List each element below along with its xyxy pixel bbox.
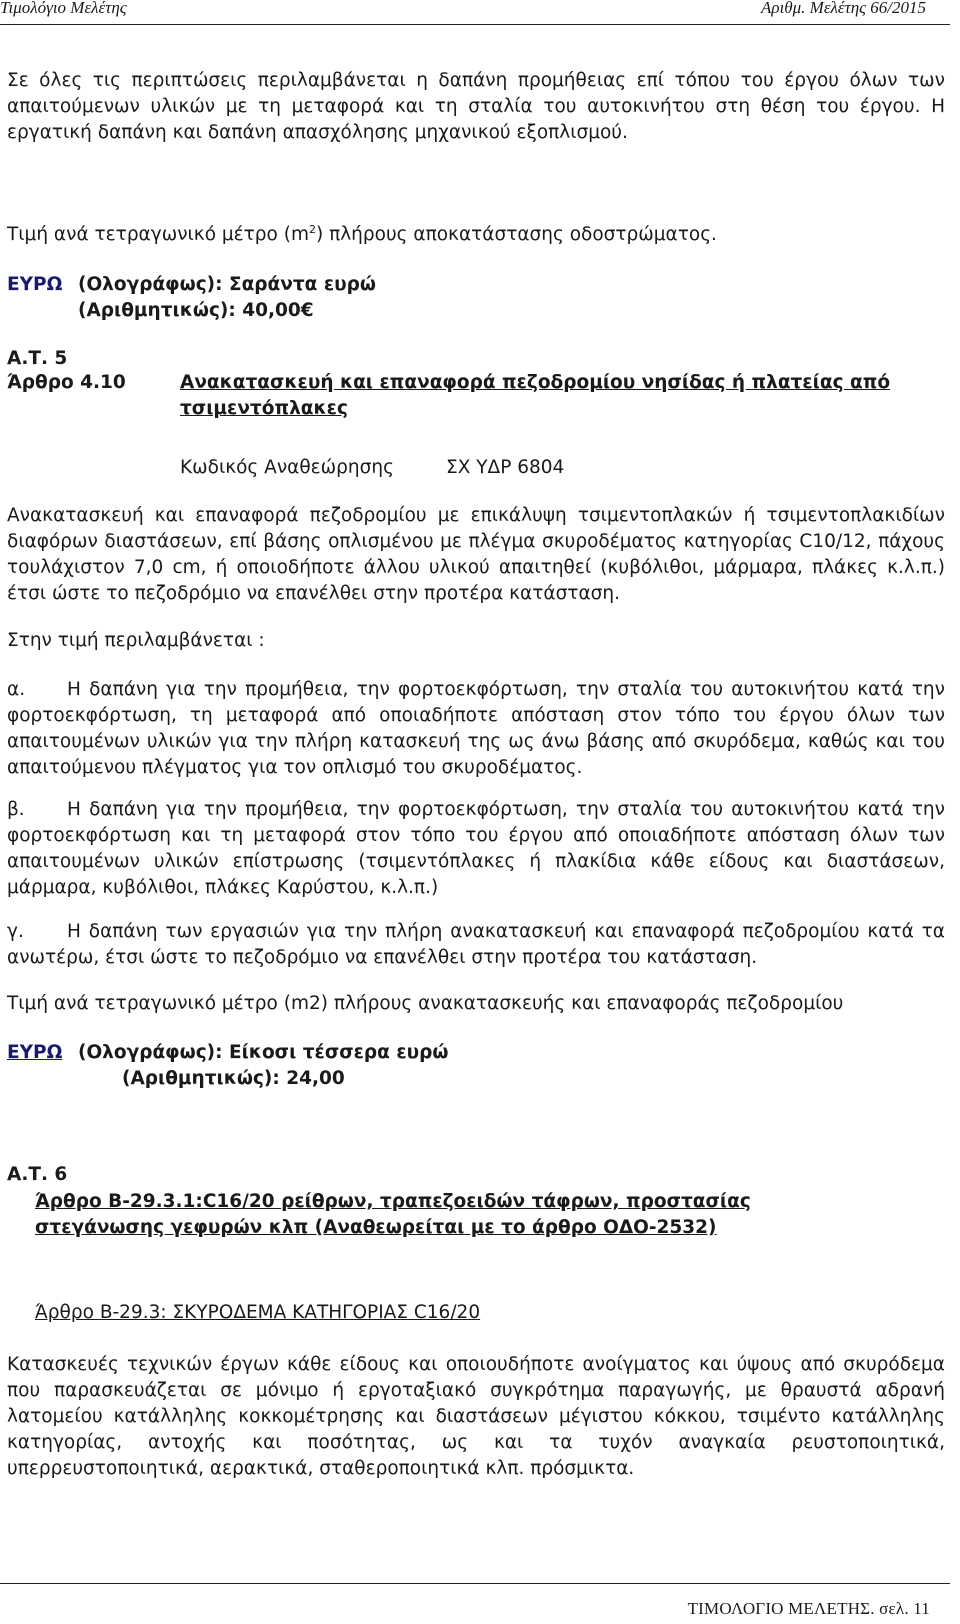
article-code: Άρθρο 4.10 [7,372,126,393]
price-numeric: (Αριθμητικώς): 40,00€ [78,300,314,321]
header-divider [0,24,950,25]
includes-heading: Στην τιμή περιλαμβάνεται : [7,630,265,651]
header-right: Αριθμ. Μελέτης 66/2015 [761,0,926,17]
list-item: γ. Η δαπάνη των εργασιών για την πλήρη ανακατασκευή και επαναφορά πεζοδρομίου κατά τα ανωτέρω, έτσι ώστε το πεζοδρόμιο να επανέλθει στην προτέρα του κατάσταση. [7,921,945,968]
price-description: Τιμή ανά τετραγωνικό μέτρο $(m^2)$ πλήρους αποκατάστασης οδοστρώματος. [7,222,717,245]
article-title: Άρθρο Β-29.3.1:C16/20 ρείθρων, τραπεζοειδών τάφρων, προστασίας [35,1191,751,1212]
euro-label: ΕΥΡΩ [7,1042,63,1063]
price-numeric: (Αριθμητικώς): 24,00 [122,1068,345,1089]
article-description: Κατασκευές τεχνικών έργων κάθε είδους και οποιουδήποτε ανοίγματος και ύψους από σκυρόδεμα που παρασκευάζεται σε μόνιμο ή εργοταξιακό συγκρότημα παραγωγής, με θραυστά αδρανή λατομείου κατάλληλης κοκκομέτρησης και διαστάσεων μέγιστου κόκκου, τσιμέντο κατάλληλης κατηγορίας, αντοχής και ποσότητας, ως και τα τυχόν αναγκαία ρευστοποιητικά, υπερρευστοποιητικά, αερακτικά, σταθεροποιητικά κλπ. πρόσμικτα. [7,1354,945,1479]
header-left: Τιμολόγιο Μελέτης [0,0,127,17]
intro-paragraph: Σε όλες τις περιπτώσεις περιλαμβάνεται η δαπάνη προμήθειας επί τόπου του έργου όλων των απαιτούμενων υλικών με τη μεταφορά και τη σταλία του αυτοκινήτου στη θέση του έργου. Η εργατική δαπάνη και δαπάνη απασχόλησης μηχανικού εξοπλισμού. [7,70,945,143]
article-description: Ανακατασκευή και επαναφορά πεζοδρομίου με επικάλυψη τσιμεντοπλακών ή τσιμεντοπλακιδίων διαφόρων διαστάσεων, επί βάσης οπλισμένου με πλέγμα σκυροδέματος κατηγορίας C10/12, πάχους τουλάχιστον 7,0 cm, ή οποιοδήποτε άλλου υλικού απαιτηθεί (κυβόλιθοι, μάρμαρα, πλάκες κ.λ.π.) έτσι ώστε το πεζοδρόμιο να επανέλθει στην προτέρα κατάσταση. [7,505,945,604]
article-number: Α.Τ. 6 [7,1164,68,1185]
euro-label: ΕΥΡΩ [7,274,63,295]
revision-code-label: Κωδικός Αναθεώρησης [180,457,394,478]
footer-divider [0,1583,950,1584]
revision-code-value: ΣΧ ΥΔΡ 6804 [446,457,565,478]
price-description: Τιμή ανά τετραγωνικό μέτρο (m2) πλήρους ανακατασκευής και επαναφοράς πεζοδρομίου [7,993,844,1014]
article-number: Α.Τ. 5 [7,348,68,369]
page-footer: ΤΙΜΟΛΟΓΙΟ ΜΕΛΕΤΗΣ. σελ. 11 [687,1599,930,1618]
list-item: β. Η δαπάνη για την προμήθεια, την φορτοεκφόρτωση, την σταλία του αυτοκινήτου κατά την φορτοεκφόρτωση και τη μεταφορά στον τόπο του έργου από οποιαδήποτε απόσταση όλων των απαιτουμένων υλικών επίστρωσης (τσιμεντόπλακες ή πλακίδια κάθε είδους και διαστάσεων, μάρμαρα, κυβόλιθοι, πλάκες Καρύστου, κ.λ.π.) [7,799,945,898]
price-in-words: (Ολογράφως): Σαράντα ευρώ [78,274,376,295]
article-title: Ανακατασκευή και επαναφορά πεζοδρομίου νησίδας ή πλατείας από [180,372,891,393]
price-in-words: (Ολογράφως): Είκοσι τέσσερα ευρώ [78,1042,449,1063]
article-title-cont: τσιμεντόπλακες [180,398,348,419]
article-subtitle: Άρθρο Β-29.3: ΣΚΥΡΟΔΕΜΑ ΚΑΤΗΓΟΡΙΑΣ C16/20 [35,1302,481,1323]
article-title-cont: στεγάνωσης γεφυρών κλπ (Αναθεωρείται με το άρθρο ΟΔΟ-2532) [35,1217,717,1238]
list-item: α. Η δαπάνη για την προμήθεια, την φορτοεκφόρτωση, την σταλία του αυτοκινήτου κατά την φορτοεκφόρτωση, τη μεταφορά από οποιαδήποτε απόσταση στον τόπο του έργου όλων των απαιτουμένων υλικών για την πλήρη κατασκευή της ως άνω βάσης από σκυρόδεμα, καθώς και του απαιτούμενου πλέγματος για τον οπλισμό του σκυροδέματος. [7,679,945,778]
